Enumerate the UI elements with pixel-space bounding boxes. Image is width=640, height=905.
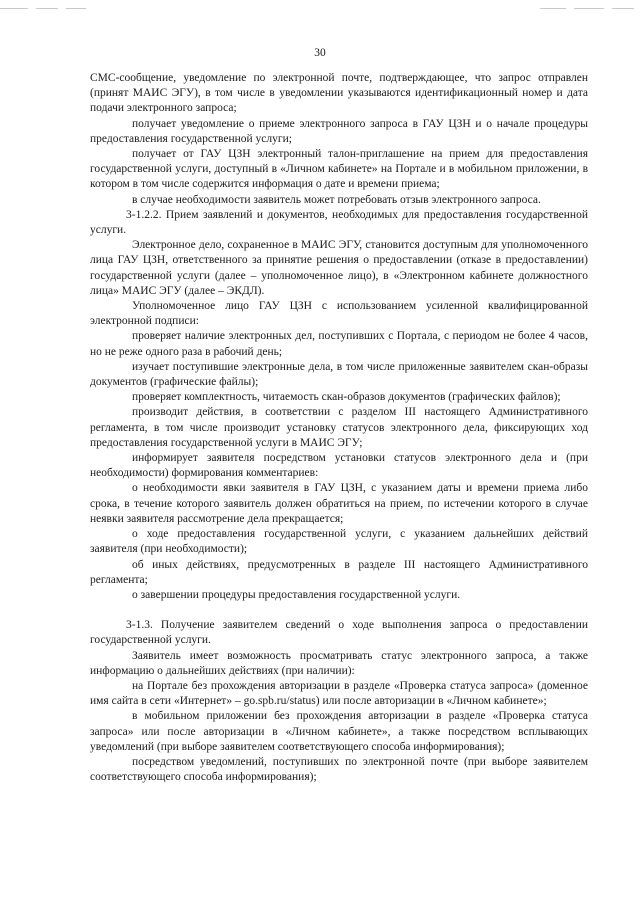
paragraph-electronic-case: Электронное дело, сохраненное в МАИС ЭГУ, становится доступным для уполномоченного лица ГАУ ЦЗН, ответственного за принятие решения о предоставлении (отказе в предоставлении) государственной услуги (далее – уполномоченное лицо), в «Электронном кабинете должностного лица» МАИС ЭГУ (далее – ЭКДЛ). bbox=[90, 239, 588, 297]
section-heading-3-1-3: 3-1.3. Получение заявителем сведений о ходе выполнения запроса о предоставлении государственной услуги. bbox=[90, 619, 588, 647]
paragraph-checks-completeness: проверяет комплектность, читаемость скан-образов документов (графических файлов); bbox=[132, 391, 561, 404]
paragraph-email-notifications: посредством уведомлений, поступивших по электронной почте (при выборе заявителем соответствующего способа информирования); bbox=[90, 755, 588, 784]
paragraph-informs-applicant: информирует заявителя посредством установки статусов электронного дела и (при необходимости) формирования комментариев: bbox=[90, 452, 588, 480]
paragraph-status-viewing: Заявитель имеет возможность просматривать статус электронного запроса, а также информацию о дальнейших действиях (при наличии): bbox=[90, 649, 588, 677]
paragraph-performs-actions: производит действия, в соответствии с разделом III настоящего Административного регламента, в том числе производит установку статусов электронного дела, фиксирующих ход предоставления государственной услуги в МАИС ЭГУ; bbox=[90, 406, 588, 449]
paragraph-receives-notification: получает уведомление о приеме электронного запроса в ГАУ ЦЗН и о начале процедуры предоставления государственной услуги; bbox=[90, 117, 588, 145]
section-heading-3-1-2-2: 3-1.2.2. Прием заявлений и документов, необходимых для предоставления государственной услуги. bbox=[90, 208, 588, 237]
paragraph-authorized-person: Уполномоченное лицо ГАУ ЦЗН с использованием усиленной квалифицированной электронной подписи: bbox=[90, 300, 588, 328]
paragraph-sms-confirmation: СМС-сообщение, уведомление по электронной почте, подтверждающее, что запрос отправлен (принят МАИС ЭГУ), в том числе в уведомлении указываются идентификационный номер и дата подачи электронного запроса; bbox=[90, 72, 588, 115]
paragraph-receives-ticket: получает от ГАУ ЦЗН электронный талон-приглашение на прием для предоставления государственной услуги, доступный в «Личном кабинете» на Портале и в мобильном приложении, в котором в том числе содержится информация о дате и времени приема; bbox=[90, 148, 588, 191]
paragraph-procedure-completion: о завершении процедуры предоставления государственной услуги. bbox=[132, 588, 461, 601]
paragraph-request-withdrawal: в случае необходимости заявитель может потребовать отзыв электронного запроса. bbox=[132, 193, 541, 206]
paragraph-portal-status: на Портале без прохождения авторизации в разделе «Проверка статуса запроса» (доменное имя сайта в сети «Интернет» – go.spb.ru/status) или после авторизации в «Личном кабинете»; bbox=[90, 679, 588, 708]
paragraph-mobile-app-status: в мобильном приложении без прохождения авторизации в разделе «Проверка статуса запроса» или после авторизации в «Личном кабинете», а также посредством всплывающих уведомлений (при выборе заявителем соответствующего способа информирования); bbox=[90, 710, 588, 753]
paragraph-appearance-required: о необходимости явки заявителя в ГАУ ЦЗН, с указанием даты и времени приема либо срока, в течение которого заявитель должен обратиться на прием, по истечении которого в случае неявки заявителя рассмотрение дела прекращается; bbox=[90, 482, 588, 525]
paragraph-other-actions: об иных действиях, предусмотренных в разделе III настоящего Административного регламента; bbox=[90, 558, 588, 586]
scan-header-artifact bbox=[0, 8, 640, 11]
paragraph-studies-cases: изучает поступившие электронные дела, в том числе приложенные заявителем скан-образы документов (графические файлы); bbox=[90, 360, 588, 389]
document-body bbox=[90, 71, 588, 785]
paragraph-service-progress: о ходе предоставления государственной услуги, с указанием дальнейших действий заявителя (при необходимости); bbox=[90, 528, 588, 556]
page-number: 30 bbox=[314, 47, 326, 59]
paragraph-checks-cases: проверяет наличие электронных дел, поступивших с Портала, с периодом не более 4 часов, но не реже одного раза в рабочий день; bbox=[90, 330, 588, 358]
